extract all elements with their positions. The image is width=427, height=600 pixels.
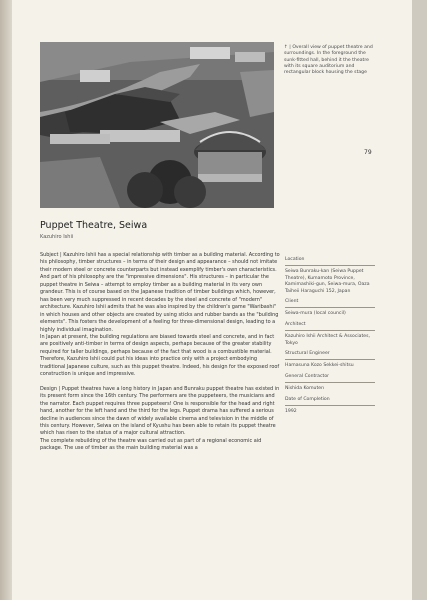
fact-structural-engineer: [285, 351, 375, 370]
fact-label: General Contractor: [285, 373, 330, 379]
fact-completion-date: [285, 397, 375, 416]
photo-illustration: [40, 42, 274, 208]
fact-value: Kazuhiro Ishii Architect & Associates, Tokyo: [285, 334, 370, 346]
binding-edge: [0, 0, 12, 600]
article-title: Puppet Theatre, Seiwa: [40, 220, 148, 231]
body-paragraph-design: Design | Puppet theatres have a long history in Japan and Bunraku puppet theatre has existed in its present form since the 16th century. The performers are the puppeteers, the musicians and the narrator. Each puppet requires three puppeteers! One is responsible for the head and right hand, another for the left hand and the third for the legs. Puppet drama has suffered a serious decline in audiences since the dawn of widely available cinema and television in the middle of this century. However, Seiwa on the island of Kyushu has been able to retain its puppet theatre which has risen to the status of a major cultural attraction.: [40, 385, 280, 437]
body-paragraph-subject: Subject | Kazuhiro Ishii has a special relationship with timber as a building material. According to his philosophy, timber structures – in terms of their design and appearance – should not imitate their modern steel or concrete counterparts but instead exemplify timber's own characteristics. And part of his philosophy are the "impressive dimensions". His structures – in particular the puppet theatre in Seiwa – attempt to employ timber as a building material in its very own grandeur. This is of course based on the Japanese tradition of timber buildings which, however, has been very much suppressed in recent decades by the steel and concrete of "modern" architecture. Kazuhiro Ishii admits that he was also inspired by the children's game "Waribashi" in which houses and other objects are created by using sticks and rubber bands as the "building elements". This fosters the development of a feeling for three-dimensional design, leading to a highly individual imagination.: [40, 252, 280, 333]
fact-value: 1992: [285, 409, 297, 415]
fact-label: Date of Completion: [285, 396, 330, 402]
fact-label: Location: [285, 257, 305, 262]
fact-location: [285, 257, 375, 295]
article-author: Kazuhiro Ishii: [40, 234, 74, 240]
page-number: 79: [364, 149, 372, 156]
project-facts: [285, 257, 375, 420]
body-paragraph-regulations: In Japan at present, the building regulations are biased towards steel and concrete, and in fact are positively anti-timber in terms of design aspects, perhaps because of the greater stability required for taller buildings, perhaps because of the fact that wood is a combustible material. Therefore, Kazuhiro Ishii could put his ideas into practice only with a project embodying traditional Japanese culture, such as this puppet theatre. Indeed, his design for the exposed roof construction is unique and impressive.: [40, 333, 280, 378]
fact-value: Seiwa Bunraku-kan (Seiwa Puppet Theatre), Kumamoto Province, Kamimashiki-gun, Seiwa-mura, Oaza Taiheii Haraguchi 152, Japan: [285, 269, 370, 294]
fact-label: Client: [285, 299, 299, 305]
aerial-photo: [40, 42, 274, 208]
fact-value: Hamasuna Kozo Sekkei-shitsu: [285, 363, 354, 369]
photo-caption: ↑ | Overall view of puppet theatre and surroundings. In the foreground the sunk-fitted hall, behind it the theatre with its square auditorium and rectangular block housing the stage: [284, 45, 373, 76]
fact-general-contractor: [285, 374, 375, 393]
fact-value: Nishida Komuten: [285, 386, 325, 392]
fact-value: Seiwa-mura (local council): [285, 311, 346, 317]
fact-client: [285, 299, 375, 318]
fact-architect: [285, 322, 375, 347]
body-paragraph-rebuilding: The complete rebuilding of the theatre was carried out as part of a regional economic aid package. The use of timber as the main building material was a: [40, 437, 262, 452]
fact-label: Architect: [285, 321, 306, 327]
fact-label: Structural Engineer: [285, 351, 330, 357]
article-body: [40, 252, 280, 453]
